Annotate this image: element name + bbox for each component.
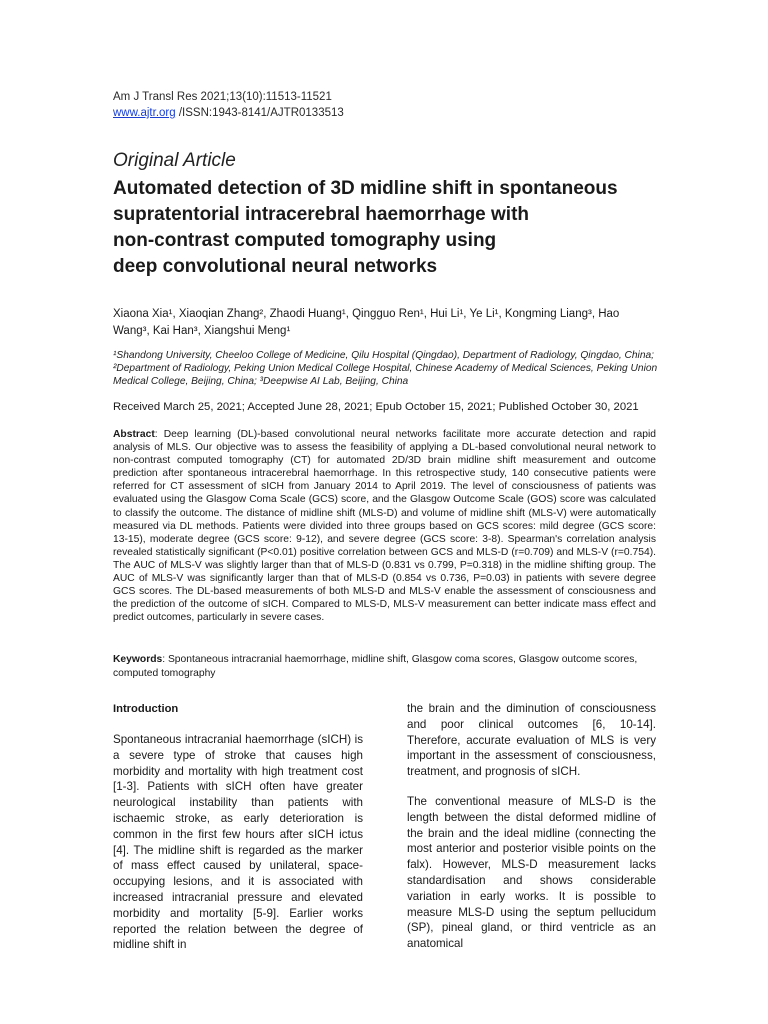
section-heading-introduction: Introduction — [113, 703, 179, 715]
abstract-text: : Deep learning (DL)-based convolutional neural networks facilitate more accurate detection and rapid analysis of MLS. Our objective was to assess the feasibility of applying a DL-based convolutional neural network to non-contrast computed tomography (CT) for automated 2D/3D brain midline shift measurement and outcome prediction after spontaneous intracerebral haemorrhage. In this retrospective study, 140 consecutive patients were referred for CT assessment of sICH from January 2014 to April 2019. The level of consciousness of patients was evaluated using the Glasgow Coma Scale (GCS) score, and the Glasgow Outcome Scale (GOS) score was calculated to classify the outcome. The distance of midline shift (MLS-D) and volume of midline shift (MLS-V) were automatically measured via DL methods. Patients were divided into three groups based on GCS scores: mild degree (GCS score: 13-15), moderate degree (GCS score: 9-12), and severe degree (GCS score: 3-8). Spearman's correlation analysis revealed statistically significant (P<0.01) positive correlation between GCS and MLS-D (r=0.709) and MLS-V (r=0.754). The AUC of MLS-V was slightly larger than that of MLS-D (0.831 vs 0.799, P=0.318) in the midline shifting group. The AUC of MLS-V was significantly larger than that of MLS-D (0.854 vs 0.736, P=0.03) in patients with severe degree GCS scores. The DL-based measurements of both MLS-D and MLS-V enable the assessment of consciousness and the prediction of the outcome of sICH. Compared to MLS-D, MLS-V measurement can better indicate mass effect and predict outcomes, particularly in severe cases. — [113, 429, 656, 624]
title-line: deep convolutional neural networks — [113, 256, 438, 277]
journal-website-link[interactable]: www.ajtr.org — [113, 107, 176, 119]
keywords-text: : Spontaneous intracranial haemorrhage, midline shift, Glasgow coma scores, Glasgow outcome scores, computed tomography — [113, 654, 638, 679]
keywords — [113, 653, 656, 680]
journal-citation: Am J Transl Res 2021;13(10):11513-11521 — [113, 91, 332, 103]
body-paragraph: the brain and the diminution of consciousness and poor clinical outcomes [6, 10-14]. Therefore, accurate evaluation of MLS is very important in the assessment of consciousness, treatment, and prognosis of sICH. — [407, 702, 656, 779]
journal-url-line — [113, 105, 344, 121]
title-line: supratentorial intracerebral haemorrhage with — [113, 204, 530, 225]
affiliations: ¹Shandong University, Cheeloo College of Medicine, Qilu Hospital (Qingdao), Department of Radiology, Qingdao, China; ²Department of Radiology, Peking Union Medical College Hospital, Chinese Academy of Medical Sciences, Peking Union Medical College, Beijing, China; ³Deepwise AI Lab, Beijing, China — [113, 350, 658, 387]
issn-text: /ISSN:1943-8141/AJTR0133513 — [175, 107, 344, 119]
title-line: non-contrast computed tomography using — [113, 230, 497, 251]
article-title — [113, 176, 673, 280]
keywords-label: Keywords — [113, 654, 163, 665]
publication-dates: Received March 25, 2021; Accepted June 28, 2021; Epub October 15, 2021; Published October 30, 2021 — [113, 401, 639, 413]
journal-header — [113, 89, 344, 121]
left-column — [113, 701, 363, 967]
title-line: Automated detection of 3D midline shift in spontaneous — [113, 178, 618, 199]
abstract-label: Abstract — [113, 429, 155, 440]
abstract — [113, 428, 656, 624]
right-column — [407, 701, 656, 966]
body-paragraph: Spontaneous intracranial haemorrhage (sICH) is a severe type of stroke that causes high morbidity and mortality with high treatment cost [1-3]. Patients with sICH often have greater neurological instability than patients with ischaemic stroke, as early deterioration is common in the first few hours after sICH ictus [4]. The midline shift is regarded as the marker of mass effect caused by unilateral, space-occupying lesions, and it is associated with increased intracranial pressure and elevated morbidity and mortality [5-9]. Earlier works reported the relation between the degree of midline shift in — [113, 733, 363, 952]
article-type-label: Original Article — [113, 150, 236, 171]
body-paragraph: The conventional measure of MLS-D is the length between the distal deformed midline of the brain and the ideal midline (connecting the most anterior and posterior visible points on the falx). However, MLS-D measurement lacks standardisation and shows considerable variation in early works. It is possible to measure MLS-D using the septum pellucidum (SP), pineal gland, or third ventricle as an anatomical — [407, 794, 656, 951]
author-list: Xiaona Xia¹, Xiaoqian Zhang², Zhaodi Huang¹, Qingguo Ren¹, Hui Li¹, Ye Li¹, Kongming Liang³, Hao Wang³, Kai Han³, Xiangshui Meng¹ — [113, 308, 620, 337]
